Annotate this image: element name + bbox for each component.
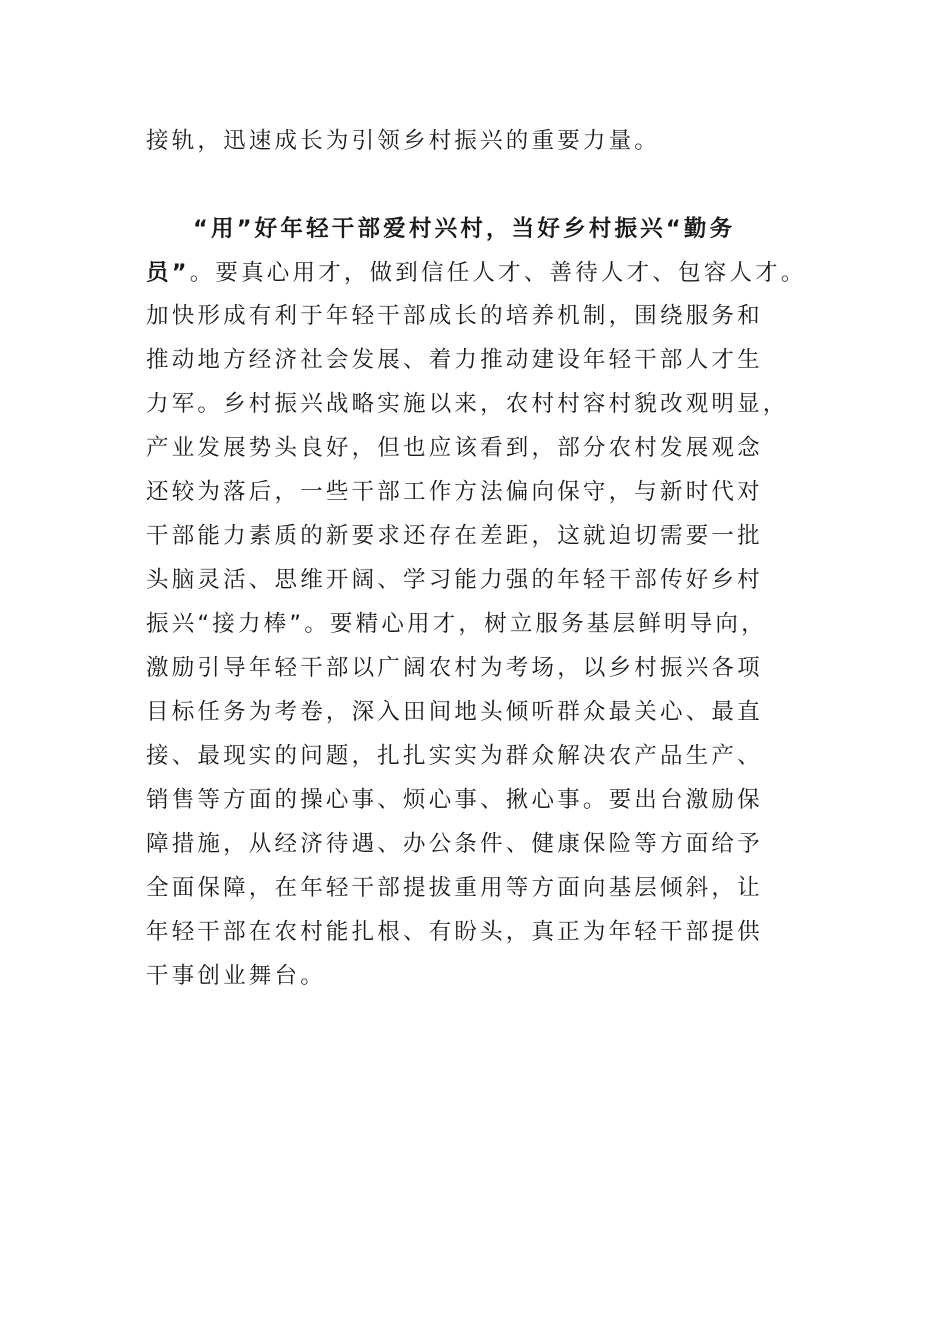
paragraph-2-line-2-text: 。要真心用才，做到信任人才、善待人才、包容人才。 bbox=[189, 260, 807, 286]
paragraph-2-line-6: 产业发展势头良好，但也应该看到，部分农村发展观念 bbox=[146, 435, 763, 461]
paragraph-2-heading-line-1: “用”好年轻干部爱村兴村，当好乡村振兴“勤务 bbox=[193, 216, 736, 242]
paragraph-2-line-5: 力军。乡村振兴战略实施以来，农村村容村貌改观明显， bbox=[146, 391, 789, 417]
paragraph-2-line-2 bbox=[146, 256, 807, 290]
paragraph-2-heading-end: 员” bbox=[146, 260, 190, 286]
paragraph-2-line-13: 接、最现实的问题，扎扎实实为群众解决农产品生产、 bbox=[146, 743, 763, 769]
paragraph-2-line-8: 干部能力素质的新要求还存在差距，这就迫切需要一批 bbox=[146, 523, 763, 549]
paragraph-2-line-7: 还较为落后，一些干部工作方法偏向保守，与新时代对 bbox=[146, 479, 763, 505]
paragraph-2-line-10: 振兴“接力棒”。要精心用才，树立服务基层鲜明导向， bbox=[146, 611, 767, 637]
paragraph-2-line-16: 全面保障，在年轻干部提拔重用等方面向基层倾斜，让 bbox=[146, 875, 763, 901]
paragraph-1-line-1: 接轨，迅速成长为引领乡村振兴的重要力量。 bbox=[146, 128, 661, 154]
paragraph-2-line-12: 目标任务为考卷，深入田间地头倾听群众最关心、最直 bbox=[146, 699, 763, 725]
paragraph-2-line-3: 加快形成有利于年轻干部成长的培养机制，围绕服务和 bbox=[146, 303, 763, 329]
paragraph-2-line-14: 销售等方面的操心事、烦心事、揪心事。要出台激励保 bbox=[146, 787, 763, 813]
paragraph-2-line-9: 头脑灵活、思维开阔、学习能力强的年轻干部传好乡村 bbox=[146, 567, 763, 593]
paragraph-2-line-15: 障措施，从经济待遇、办公条件、健康保险等方面给予 bbox=[146, 831, 763, 857]
paragraph-2-line-4: 推动地方经济社会发展、着力推动建设年轻干部人才生 bbox=[146, 347, 763, 373]
paragraph-2-line-11: 激励引导年轻干部以广阔农村为考场，以乡村振兴各项 bbox=[146, 655, 763, 681]
paragraph-2-line-17: 年轻干部在农村能扎根、有盼头，真正为年轻干部提供 bbox=[146, 919, 763, 945]
paragraph-2-line-18: 干事创业舞台。 bbox=[146, 963, 326, 989]
